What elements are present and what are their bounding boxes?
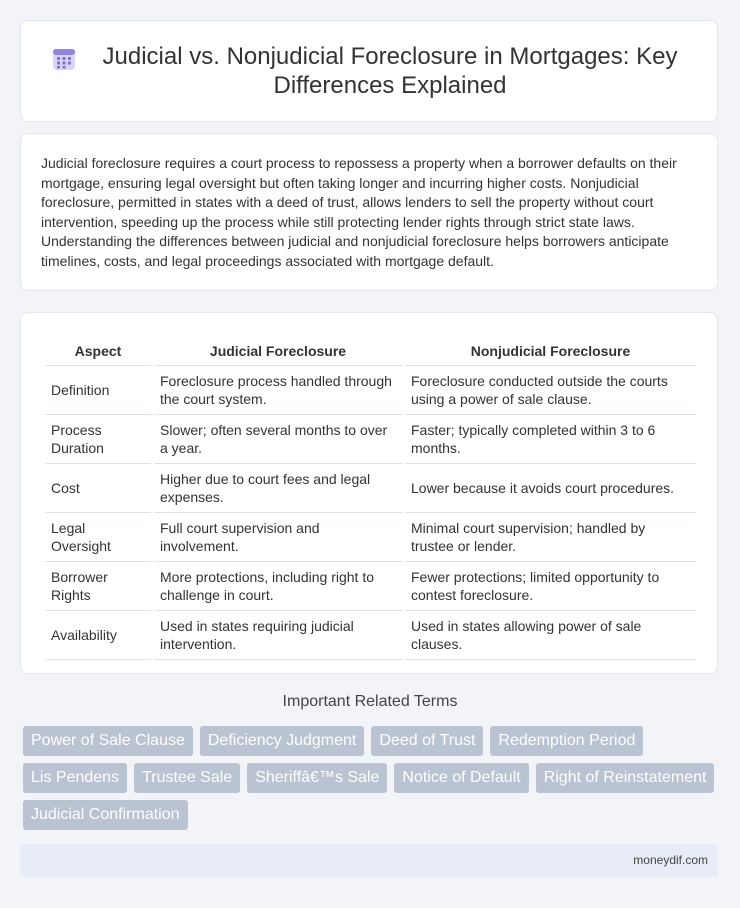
row-nonjudicial: Minimal court supervision; handled by trustee or lender. (405, 513, 696, 562)
header-aspect: Aspect (45, 333, 151, 366)
row-nonjudicial: Lower because it avoids court procedures. (405, 464, 696, 513)
row-judicial: Full court supervision and involvement. (154, 513, 402, 562)
row-judicial: Used in states requiring judicial intervention. (154, 611, 402, 660)
row-aspect: Legal Oversight (45, 513, 151, 562)
related-term-tag[interactable]: Sheriffâ€™s Sale (247, 763, 387, 793)
table-row (45, 366, 696, 415)
related-terms-list (23, 726, 723, 837)
row-nonjudicial: Foreclosure conducted outside the courts using a power of sale clause. (405, 366, 696, 415)
related-term-tag[interactable]: Redemption Period (490, 726, 643, 756)
table-row (45, 415, 696, 464)
row-aspect: Availability (45, 611, 151, 660)
related-terms-heading: Important Related Terms (282, 693, 458, 710)
row-aspect: Definition (45, 366, 151, 415)
row-nonjudicial: Faster; typically completed within 3 to 6 months. (405, 415, 696, 464)
related-term-tag[interactable]: Notice of Default (394, 763, 528, 793)
related-term-tag[interactable]: Power of Sale Clause (23, 726, 193, 756)
comparison-card (20, 312, 718, 674)
footer-bar (20, 844, 718, 877)
related-term-tag[interactable]: Right of Reinstatement (536, 763, 715, 793)
row-aspect: Cost (45, 464, 151, 513)
title-card (20, 20, 718, 122)
comparison-table (42, 333, 699, 660)
related-term-tag[interactable]: Trustee Sale (134, 763, 240, 793)
row-judicial: Slower; often several months to over a year. (154, 415, 402, 464)
row-judicial: More protections, including right to challenge in court. (154, 562, 402, 611)
calendar-grid-icon (51, 46, 77, 72)
table-header-row (45, 333, 696, 366)
row-aspect: Borrower Rights (45, 562, 151, 611)
table-row (45, 611, 696, 660)
table-row (45, 464, 696, 513)
footer-site-link[interactable]: moneydif.com (633, 853, 708, 867)
related-term-tag[interactable]: Lis Pendens (23, 763, 127, 793)
row-judicial: Higher due to court fees and legal expenses. (154, 464, 402, 513)
header-judicial: Judicial Foreclosure (154, 333, 402, 366)
intro-card (20, 133, 718, 291)
row-judicial: Foreclosure process handled through the court system. (154, 366, 402, 415)
table-row (45, 562, 696, 611)
page-title: Judicial vs. Nonjudicial Foreclosure in Mortgages: Key Differences Explained (102, 43, 678, 99)
row-aspect: Process Duration (45, 415, 151, 464)
related-term-tag[interactable]: Judicial Confirmation (23, 800, 188, 830)
header-nonjudicial: Nonjudicial Foreclosure (405, 333, 696, 366)
intro-paragraph: Judicial foreclosure requires a court process to repossess a property when a borrower defaults on their mortgage, ensuring legal oversight but often taking longer and incurring higher costs. Nonjudicial foreclosure, permitted in states with a deed of trust, allows lenders to sell the property without court intervention, speeding up the process while still protecting lender rights through strict state laws. Understanding the differences between judicial and nonjudicial foreclosure helps borrowers anticipate timelines, costs, and legal proceedings associated with mortgage default. (41, 155, 677, 269)
table-row (45, 513, 696, 562)
related-term-tag[interactable]: Deed of Trust (371, 726, 483, 756)
related-term-tag[interactable]: Deficiency Judgment (200, 726, 365, 756)
row-nonjudicial: Used in states allowing power of sale clauses. (405, 611, 696, 660)
row-nonjudicial: Fewer protections; limited opportunity to contest foreclosure. (405, 562, 696, 611)
